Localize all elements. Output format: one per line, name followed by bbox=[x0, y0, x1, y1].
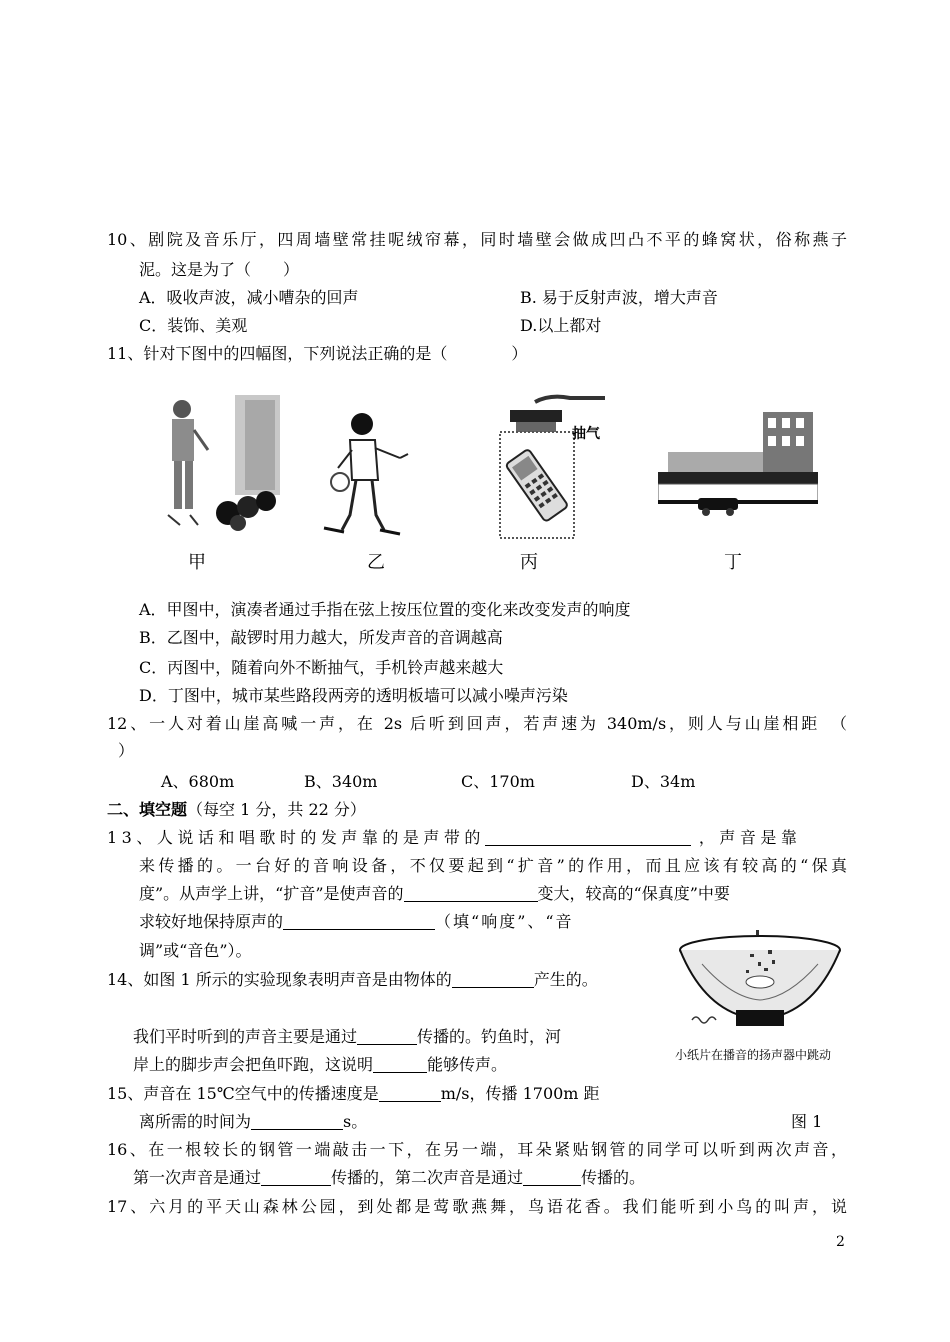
q10-stem-line2: 泥。这是为了（ ） bbox=[139, 260, 300, 279]
q15-line1-text-a: 15、声音在 15℃空气中的传播速度是 bbox=[107, 1084, 379, 1103]
q14-line1-text-b: 产生的。 bbox=[533, 970, 598, 989]
q13-line1-text-a: 13、人说话和唱歌时的发声靠的是声带的 bbox=[107, 828, 485, 847]
q16-line2-text-c: 传播的。 bbox=[581, 1168, 646, 1187]
figure-label-bing: 丙 bbox=[520, 552, 538, 573]
q16-line2 bbox=[133, 1167, 645, 1189]
q14-line3 bbox=[133, 1054, 507, 1076]
q15-blank-1[interactable] bbox=[379, 1085, 441, 1102]
figure-bing-pump-label: 抽气 bbox=[572, 426, 600, 442]
q14-line3-text-b: 能够传声。 bbox=[427, 1055, 508, 1074]
figure-1-label: 图 1 bbox=[791, 1112, 823, 1131]
figure-label-ding: 丁 bbox=[724, 552, 742, 573]
q11-option-b: B．乙图中，敲锣时用力越大，所发声音的音调越高 bbox=[139, 628, 503, 647]
q15-blank-2[interactable] bbox=[251, 1113, 343, 1130]
q13-blank-3[interactable] bbox=[283, 913, 435, 930]
q10-option-a: A．吸收声波，减小嘈杂的回声 bbox=[139, 288, 359, 307]
q11-option-a: A．甲图中，演凑者通过手指在弦上按压位置的变化来改变发声的响度 bbox=[139, 600, 631, 619]
figure-jia-performer bbox=[160, 395, 290, 535]
q10-option-c: C．装饰、美观 bbox=[139, 316, 248, 335]
figure-ding-city-barrier bbox=[658, 412, 818, 522]
q16-blank-2[interactable] bbox=[523, 1169, 581, 1186]
section-2-heading bbox=[107, 799, 366, 821]
q13-line2: 来传播的。一台好的音响设备，不仅要起到“扩音”的作用，而且应该有较高的“保真 bbox=[139, 856, 847, 875]
q14-blank-1[interactable] bbox=[452, 971, 534, 988]
q10-stem-line1: 10、剧院及音乐厅，四周墙壁常挂呢绒帘幕，同时墙壁会做成凹凸不平的蜂窝状，俗称燕子 bbox=[107, 230, 847, 249]
q15-line2-text-b: s。 bbox=[343, 1112, 368, 1131]
q13-line3-text-b: 变大，较高的“保真度”中要 bbox=[537, 884, 730, 903]
figure-bing-phone-in-jar bbox=[490, 392, 610, 544]
q15-line1-text-b: m/s，传播 1700m 距 bbox=[440, 1084, 600, 1103]
q13-line5: 调”或“音色”）。 bbox=[139, 941, 252, 960]
q16-line1: 16、在一根较长的钢管一端敲击一下，在另一端，耳朵紧贴钢管的同学可以听到两次声音， bbox=[107, 1140, 847, 1159]
q13-line4-text-a: 求较好地保持原声的 bbox=[139, 912, 284, 931]
q13-line3 bbox=[139, 883, 730, 905]
q11-stem: 11、针对下图中的四幅图，下列说法正确的是（ ） bbox=[107, 344, 528, 363]
q15-line2 bbox=[139, 1111, 367, 1133]
q15-line1 bbox=[107, 1083, 600, 1105]
q13-blank-1[interactable] bbox=[485, 829, 691, 846]
q12-option-c: C、170m bbox=[461, 772, 535, 791]
q14-line2-text-a: 我们平时听到的声音主要是通过 bbox=[133, 1027, 358, 1046]
q10-option-b: B. 易于反射声波，增大声音 bbox=[520, 288, 718, 307]
q14-line3-text-a: 岸上的脚步声会把鱼吓跑，这说明 bbox=[133, 1055, 374, 1074]
q13-line4-text-b: （填“响度”、“音 bbox=[435, 912, 574, 931]
q12-option-d: D、34m bbox=[631, 772, 696, 791]
page-number: 2 bbox=[836, 1234, 845, 1250]
q16-line2-text-b: 传播的，第二次声音是通过 bbox=[331, 1168, 524, 1187]
q14-line2 bbox=[133, 1026, 561, 1048]
q15-line2-text-a: 离所需的时间为 bbox=[139, 1112, 252, 1131]
figure-1-speaker bbox=[672, 924, 848, 1042]
q12-stem-line1: 12、一人对着山崖高喊一声，在 2s 后听到回声，若声速为 340m/s，则人与山崖相距 （ bbox=[107, 714, 847, 733]
q13-line1-text-b: ，声音是靠 bbox=[698, 828, 802, 847]
q17-line1: 17、六月的平天山森林公园，到处都是莺歌燕舞，鸟语花香。我们能听到小鸟的叫声，说 bbox=[107, 1197, 847, 1216]
q12-option-a: A、680m bbox=[161, 772, 235, 791]
q14-blank-3[interactable] bbox=[373, 1056, 427, 1073]
q13-line1 bbox=[107, 827, 847, 849]
figure-1-caption: 小纸片在播音的扬声器中跳动 bbox=[675, 1048, 832, 1062]
section-2-title: 二、填空题 bbox=[107, 800, 188, 819]
q13-line3-text-a: 度”。从声学上讲，“扩音”是使声音的 bbox=[139, 884, 404, 903]
q12-option-b: B、340m bbox=[304, 772, 378, 791]
q14-blank-2[interactable] bbox=[357, 1028, 417, 1045]
q16-line2-text-a: 第一次声音是通过 bbox=[133, 1168, 262, 1187]
q10-option-d: D.以上都对 bbox=[520, 316, 602, 335]
section-2-note: （每空 1 分，共 22 分） bbox=[187, 800, 366, 819]
q14-line1 bbox=[107, 969, 598, 991]
q13-line4 bbox=[139, 911, 574, 933]
figure-label-yi: 乙 bbox=[367, 552, 385, 573]
figure-label-jia: 甲 bbox=[188, 552, 206, 573]
q13-blank-2[interactable] bbox=[404, 885, 538, 902]
figure-yi-gong-player bbox=[320, 410, 415, 540]
q11-option-d: D．丁图中，城市某些路段两旁的透明板墙可以减小噪声污染 bbox=[139, 686, 568, 705]
q14-line1-text-a: 14、如图 1 所示的实验现象表明声音是由物体的 bbox=[107, 970, 452, 989]
q14-line2-text-b: 传播的。钓鱼时，河 bbox=[417, 1027, 562, 1046]
q16-blank-1[interactable] bbox=[261, 1169, 331, 1186]
q11-option-c: C．丙图中，随着向外不断抽气，手机铃声越来越大 bbox=[139, 658, 504, 677]
q12-stem-line2: ） bbox=[118, 741, 135, 760]
